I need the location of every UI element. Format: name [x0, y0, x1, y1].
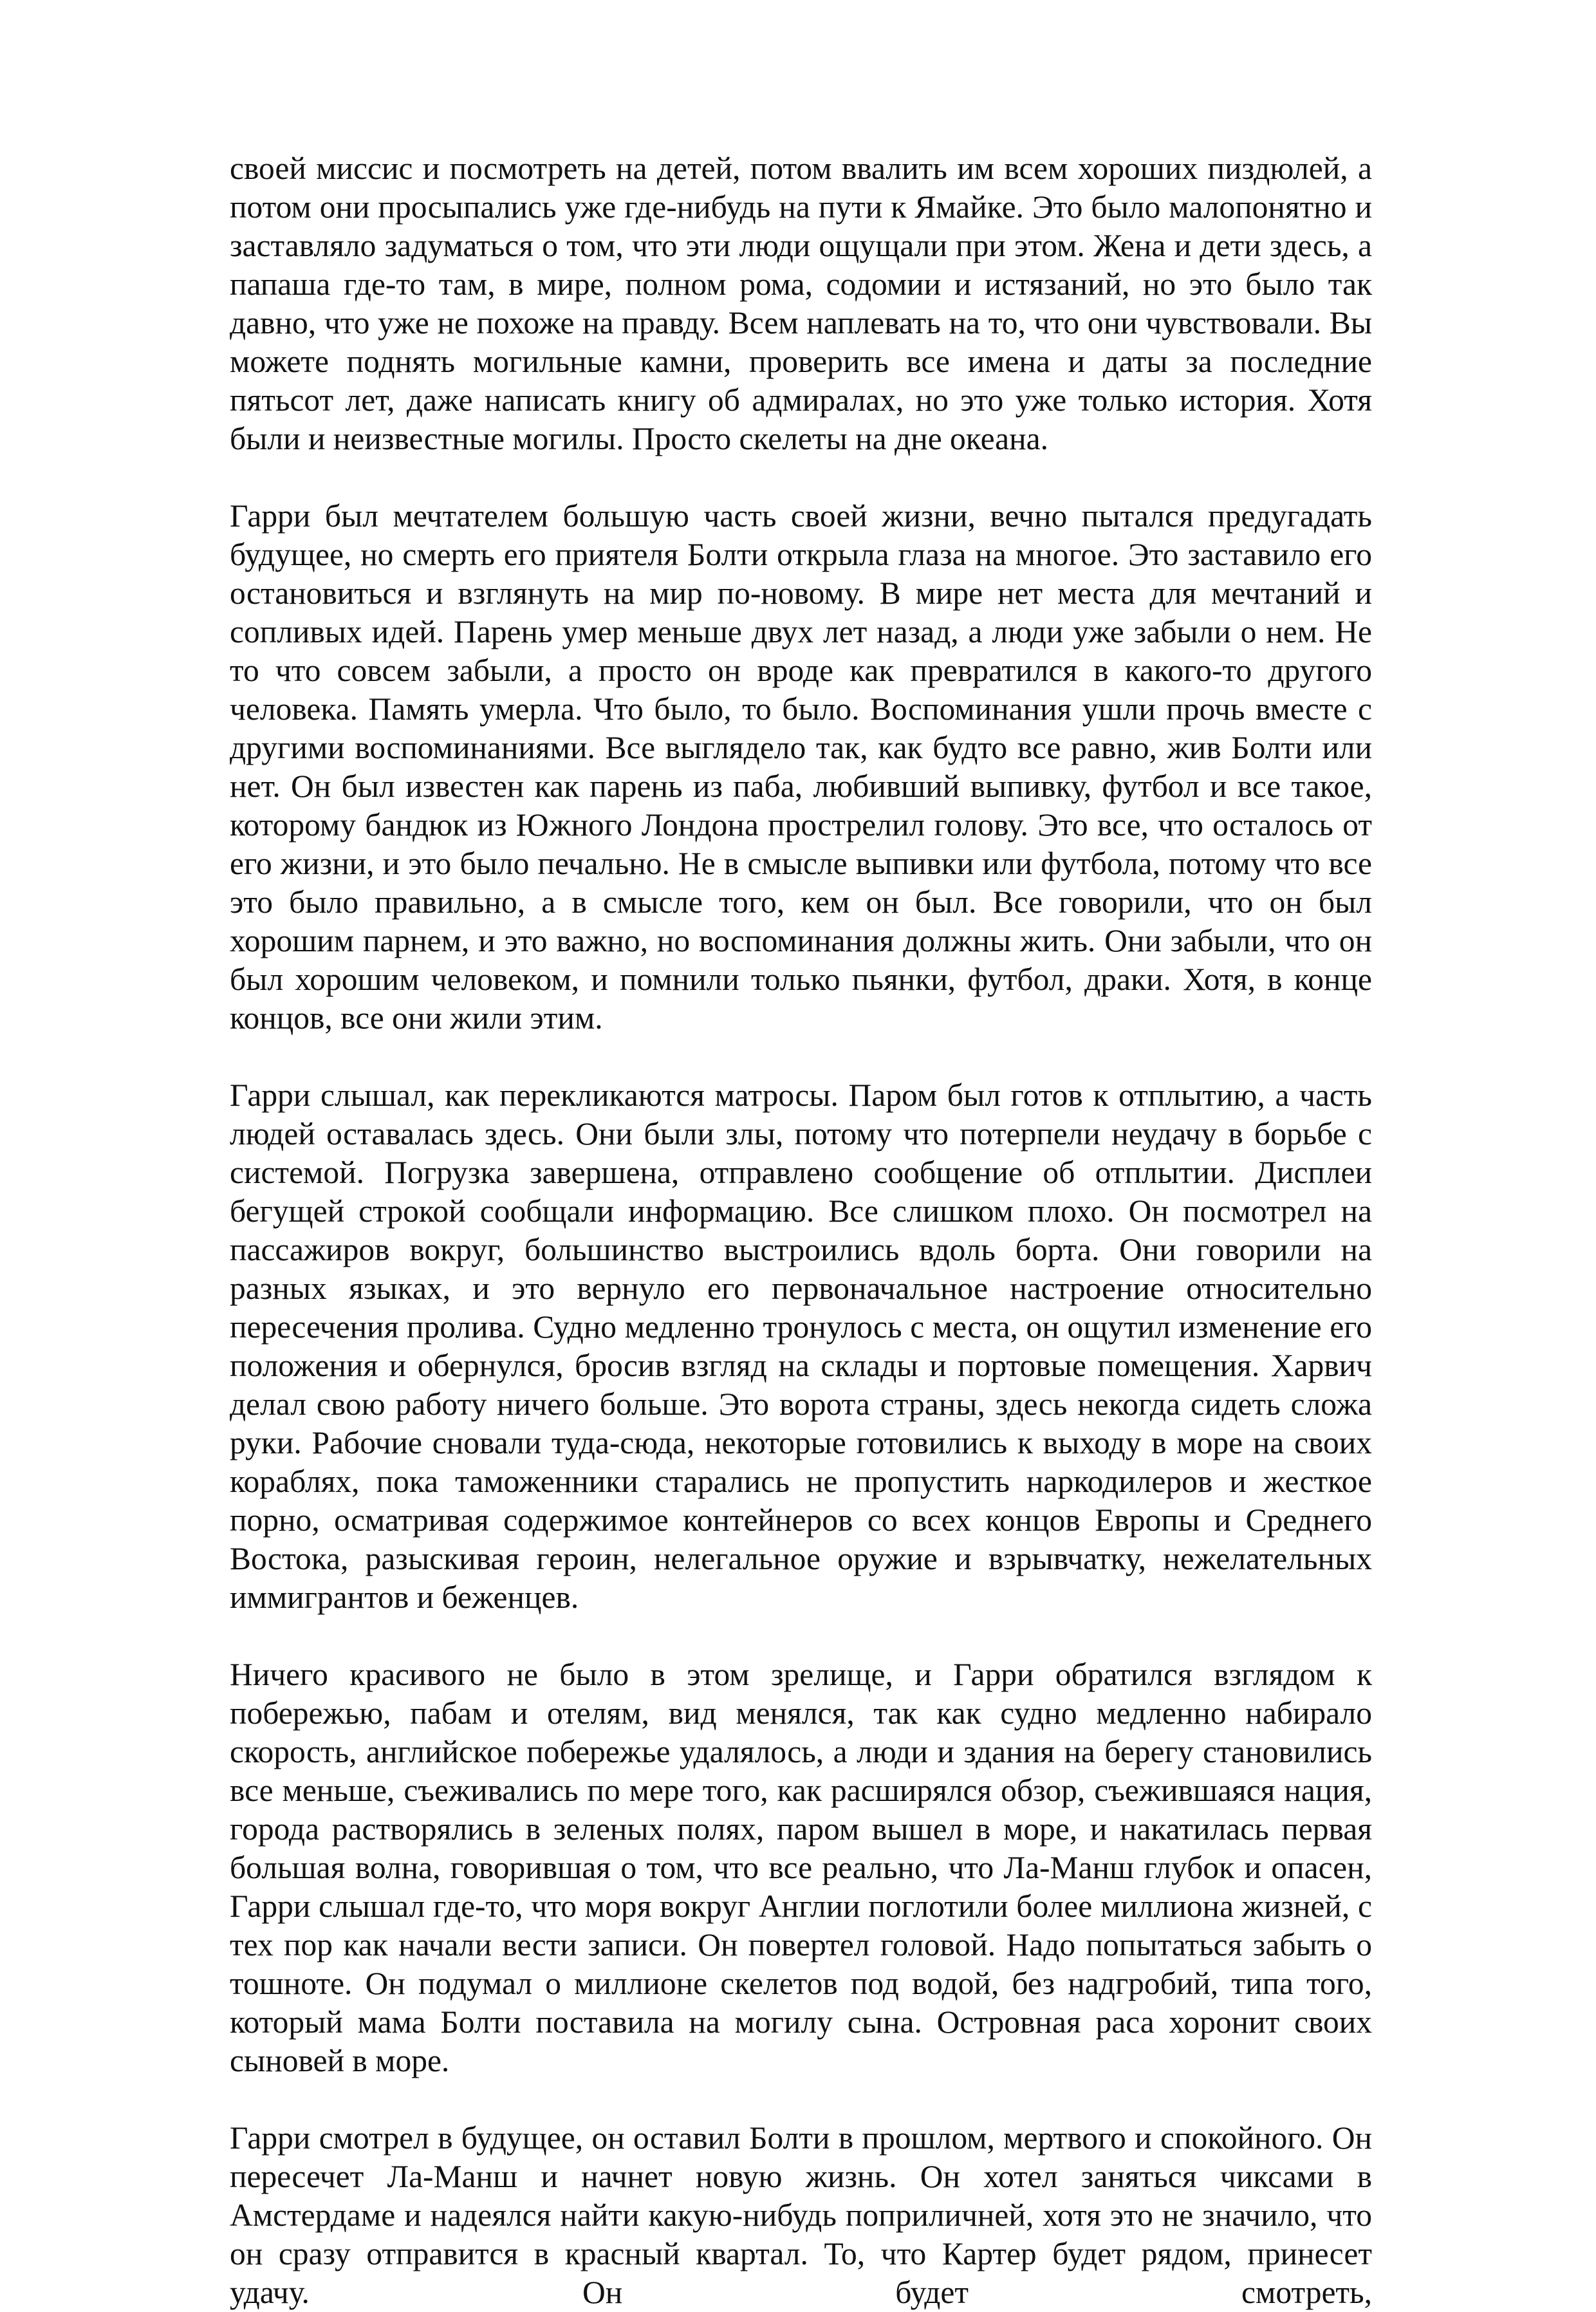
paragraph-4: Ничего красивого не было в этом зрелище, и Гарри обратился взглядом к побережью, пабам и отелям, вид менялся, так как судно медленно набирало скорость, английское побережье удалялось, а люди и здания на берегу становились все меньше, съеживались по мере того, как расширялся обзор, съежившаяся нация, города растворялись в зеленых полях, паром вышел в море, и накатилась первая большая волна, говорившая о том, что все реально, что Ла-Манш глубок и опасен, Гарри слышал где-то, что моря вокруг Англии поглотили более миллиона жизней, с тех пор как начали вести записи. Он повертел головой. Надо попытаться забыть о тошноте. Он подумал о миллионе скелетов под водой, без надгробий, типа того, который мама Болти поставила на могилу сына. Островная раса хоронит своих сыновей в море. — [230, 1657, 1372, 2078]
paragraph-3: Гарри слышал, как перекликаются матросы. Паром был готов к отплытию, а часть людей оставалась здесь. Они были злы, потому что потерпели неудачу в борьбе с системой. Погрузка завершена, отправлено сообщение об отплытии. Дисплеи бегущей строкой сообщали информацию. Все слишком плохо. Он посмотрел на пассажиров вокруг, большинство выстроились вдоль борта. Они говорили на разных языках, и это вернуло его первоначальное настроение относительно пересечения пролива. Судно медленно тронулось с места, он ощутил изменение его положения и обернулся, бросив взгляд на склады и портовые помещения. Харвич делал свою работу ничего больше. Это ворота страны, здесь некогда сидеть сложа руки. Рабочие сновали туда-сюда, некоторые готовились к выходу в море на своих кораблях, пока таможенники старались не пропустить наркодилеров и жесткое порно, осматривая содержимое контейнеров со всех концов Европы и Среднего Востока, разыскивая героин, нелегальное оружие и взрывчатку, нежелательных иммигрантов и беженцев. — [230, 1077, 1372, 1615]
paragraph-1: своей миссис и посмотреть на детей, потом ввалить им всем хороших пиздюлей, а потом они просыпались уже где-нибудь на пути к Ямайке. Это было малопонятно и заставляло задуматься о том, что эти люди ощущали при этом. Жена и дети здесь, а папаша где-то там, в мире, полном рома, содомии и истязаний, но это было так давно, что уже не похоже на правду. Всем наплевать на то, что они чувствовали. Вы можете поднять могильные камни, проверить все имена и даты за последние пятьсот лет, даже написать книгу об адмиралах, но это уже только история. Хотя были и неизвестные могилы. Просто скелеты на дне океана. — [230, 151, 1372, 456]
paragraph-2: Гарри был мечтателем большую часть своей жизни, вечно пытался предугадать будущее, но смерть его приятеля Болти открыла глаза на многое. Это заставило его остановиться и взглянуть на мир по-новому. В мире нет места для мечтаний и сопливых идей. Парень умер меньше двух лет назад, а люди уже забыли о нем. Не то что совсем забыли, а просто он вроде как превратился в какого-то другого человека. Память умерла. Что было, то было. Воспоминания ушли прочь вместе с другими воспоминаниями. Все выглядело так, как будто все равно, жив Болти или нет. Он был известен как парень из паба, любивший выпивку, футбол и все такое, которому бандюк из Южного Лондона прострелил голову. Это все, что осталось от его жизни, и это было печально. Не в смысле выпивки или футбола, потому что все это было правильно, а в смысле того, кем он был. Все говорили, что он был хорошим парнем, и это важно, но воспоминания должны жить. Они забыли, что он был хорошим человеком, и помнили только пьянки, футбол, драки. Хотя, в конце концов, все они жили этим. — [230, 498, 1372, 1036]
paragraph-5: Гарри смотрел в будущее, он оставил Болти в прошлом, мертвого и спокойного. Он пересечет Ла-Манш и начнет новую жизнь. Он хотел заняться чиксами в Амстердаме и надеялся найти какую-нибудь поприличней, хотя это не значило, что он сразу отправится в красный квартал. То, что Картер будет рядом, принесет удачу. Он будет смотреть, — [230, 2120, 1372, 2310]
document-page — [230, 149, 1372, 2312]
